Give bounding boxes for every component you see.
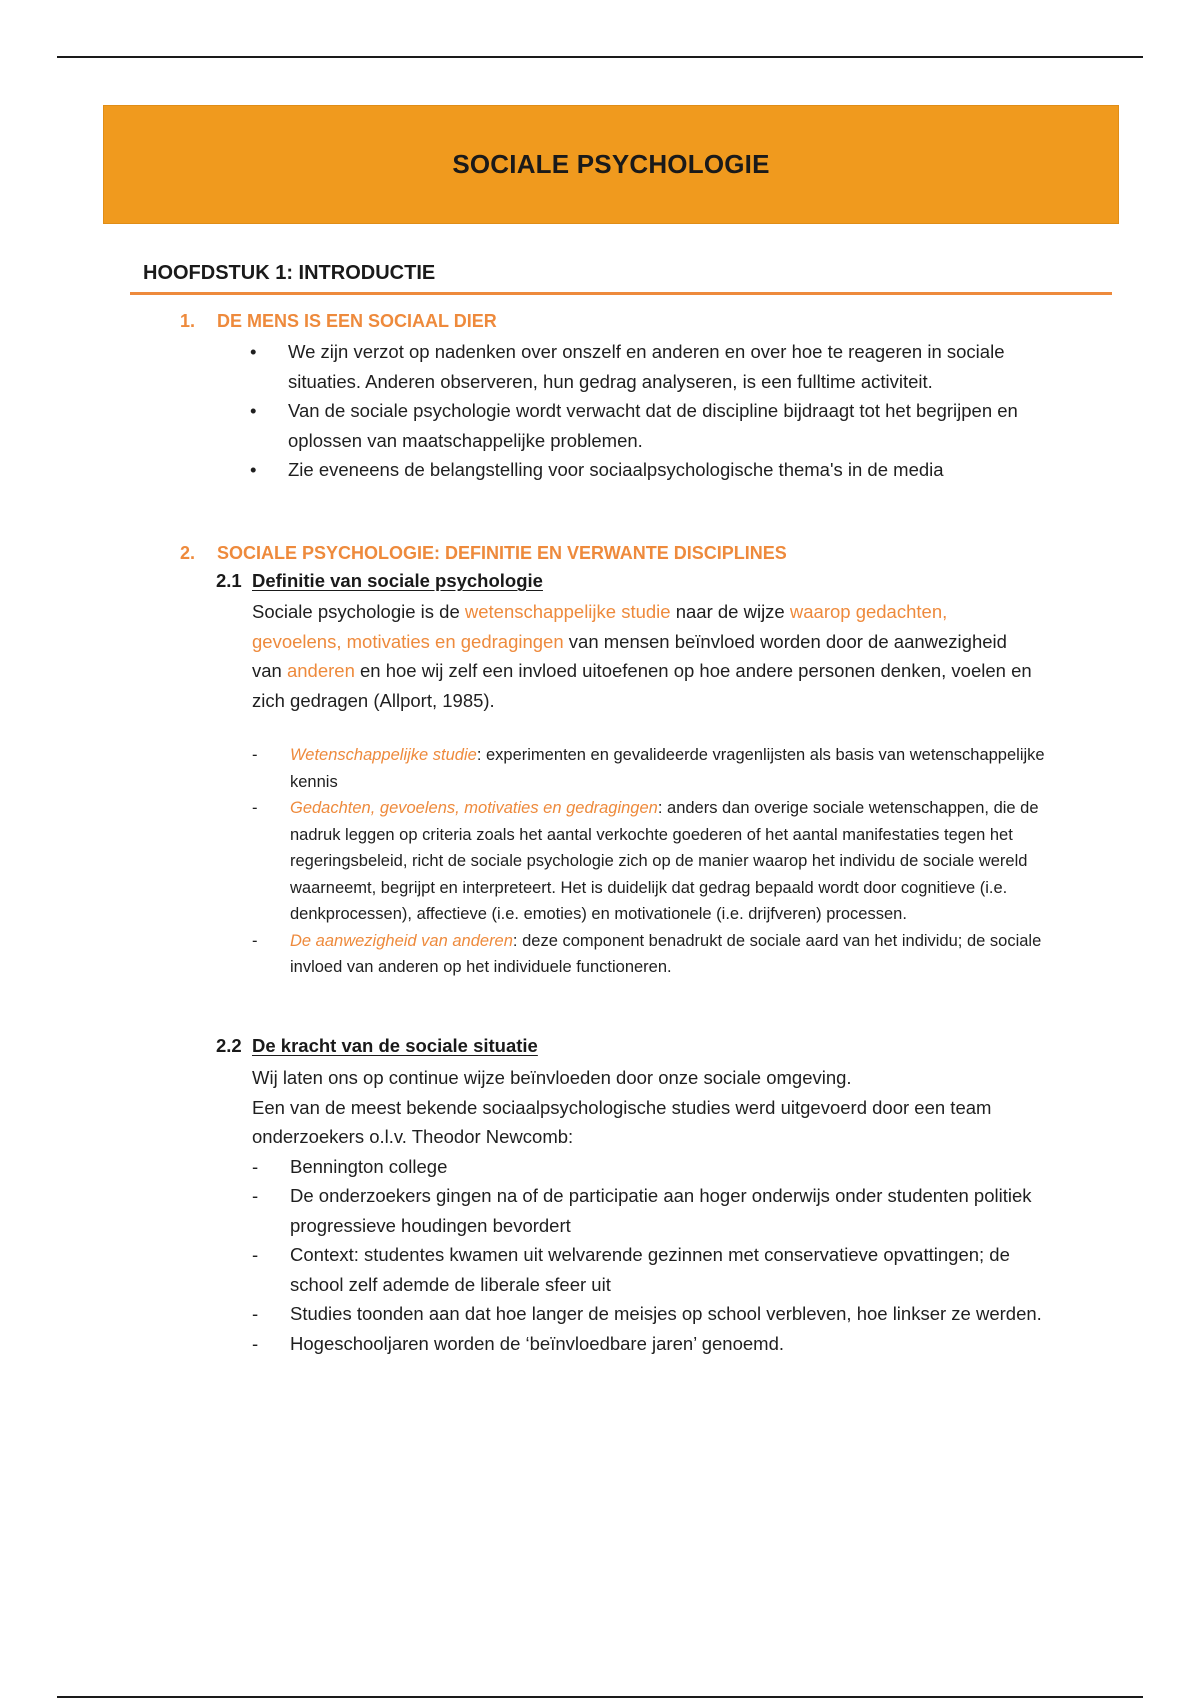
list-item: - Context: studentes kwamen uit welvarende gezinnen met conservatieve opvattingen; de school zelf ademde de liberale sfeer uit bbox=[252, 1240, 1042, 1299]
list-item: - Gedachten, gevoelens, motivaties en gedragingen: anders dan overige sociale wetenschappen, die de nadruk leggen op criteria zoals het aantal verkochte goederen of het aantal manifestaties tegen het regeringsbeleid, richt de sociale psychologie zich op de manier waarop het individu de sociale wereld waarneemt, begrijpt en interpreteert. Het is duidelijk dat gedrag bepaald wordt door cognitieve (i.e. denkprocessen), affectieve (i.e. emoties) en motivationele (i.e. drijfveren) processen. bbox=[252, 795, 1052, 928]
document-title: SOCIALE PSYCHOLOGIE bbox=[452, 149, 770, 179]
page-top-rule bbox=[57, 56, 1143, 58]
list-item: - Wetenschappelijke studie: experimenten en gevalideerde vragenlijsten als basis van wetenschappelijke kennis bbox=[252, 742, 1052, 795]
component-term: Gedachten, gevoelens, motivaties en gedragingen bbox=[290, 799, 658, 817]
list-item: - Studies toonden aan dat hoe langer de meisjes op school verbleven, hoe linkser ze werden. bbox=[252, 1299, 1042, 1329]
dash-mark: - bbox=[252, 1332, 259, 1354]
highlight-term: anderen bbox=[286, 660, 355, 681]
list-item: - Bennington college bbox=[252, 1152, 1042, 1182]
bullet-text: Zie eveneens de belangstelling voor sociaalpsychologische thema's in de media bbox=[288, 459, 944, 480]
chapter-underline bbox=[130, 292, 1112, 295]
list-item bbox=[250, 455, 1030, 485]
list-item: - De onderzoekers gingen na of de participatie aan hoger onderwijs onder studenten politiek progressieve houdingen bevordert bbox=[252, 1181, 1042, 1240]
section-1-heading bbox=[180, 311, 497, 332]
list-item bbox=[250, 337, 1030, 396]
subsection-2-2-title: De kracht van de sociale situatie bbox=[252, 1035, 538, 1056]
dash-mark: - bbox=[252, 1244, 259, 1265]
section-1-title: DE MENS IS EEN SOCIAAL DIER bbox=[217, 311, 497, 331]
chapter-heading: HOOFDSTUK 1: INTRODUCTIE bbox=[143, 262, 436, 284]
subsection-2-1-heading bbox=[216, 570, 543, 592]
highlight-term: wetenschappelijke studie bbox=[464, 601, 671, 622]
definition-components-list bbox=[252, 742, 1052, 981]
page-bottom-rule bbox=[57, 1696, 1143, 1698]
dash-mark: - bbox=[252, 746, 258, 764]
bullet-mark: • bbox=[250, 341, 257, 362]
section-1-number: 1. bbox=[180, 311, 196, 331]
dash-mark: - bbox=[252, 799, 258, 817]
component-term: De aanwezigheid van anderen bbox=[290, 931, 513, 950]
dash-mark: - bbox=[252, 931, 258, 950]
list-item: - De aanwezigheid van anderen: deze component benadrukt de sociale aard van het individu; de sociale invloed van anderen op het individuele functioneren. bbox=[252, 928, 1052, 981]
bullet-mark: • bbox=[250, 459, 257, 480]
definition-paragraph: Sociale psychologie is de wetenschappelijke studie naar de wijze waarop gedachten, gevoelens, motivaties en gedragingen van mensen beïnvloed worden door de aanwezigheid van anderen en hoe wij zelf een invloed uitoefenen op hoe andere personen denken, voelen en zich gedragen (Allport, 1985). bbox=[252, 601, 1032, 711]
dash-mark: - bbox=[252, 1303, 259, 1324]
bullet-text: We zijn verzot op nadenken over onszelf en anderen en over hoe te reageren in sociale situaties. Anderen observeren, hun gedrag analyseren, is een fulltime activiteit. bbox=[288, 341, 1005, 392]
dash-mark: - bbox=[252, 1155, 259, 1177]
section-2-number: 2. bbox=[180, 543, 196, 563]
newcomb-study-list bbox=[252, 1152, 1042, 1359]
paragraph: Wij laten ons op continue wijze beïnvloeden door onze sociale omgeving. bbox=[252, 1067, 852, 1088]
component-term: Wetenschappelijke studie bbox=[290, 746, 477, 764]
list-item bbox=[250, 396, 1030, 455]
list-item: - Hogeschooljaren worden de ‘beïnvloedbare jaren’ genoemd. bbox=[252, 1329, 1042, 1359]
dash-mark: - bbox=[252, 1185, 259, 1206]
subsection-2-1-number: 2.1 bbox=[216, 570, 242, 591]
title-banner bbox=[103, 105, 1119, 224]
subsection-2-2-heading bbox=[216, 1035, 538, 1057]
section-2-title: SOCIALE PSYCHOLOGIE: DEFINITIE EN VERWANTE DISCIPLINES bbox=[217, 543, 787, 563]
paragraph: Een van de meest bekende sociaalpsychologische studies werd uitgevoerd door een team onderzoekers o.l.v. Theodor Newcomb: bbox=[252, 1096, 992, 1147]
subsection-2-2-number: 2.2 bbox=[216, 1035, 242, 1056]
section-2-heading bbox=[180, 543, 787, 564]
bullet-text: Van de sociale psychologie wordt verwacht dat de discipline bijdraagt tot het begrijpen en oplossen van maatschappelijke problemen. bbox=[288, 400, 1018, 451]
bullet-mark: • bbox=[250, 400, 257, 421]
subsection-2-2-body bbox=[252, 1063, 1042, 1358]
section-1-bullets bbox=[250, 337, 1030, 485]
subsection-2-1-title: Definitie van sociale psychologie bbox=[252, 570, 543, 591]
highlight-term: waarop gedachten, gevoelens, motivaties en gedragingen bbox=[252, 601, 948, 652]
